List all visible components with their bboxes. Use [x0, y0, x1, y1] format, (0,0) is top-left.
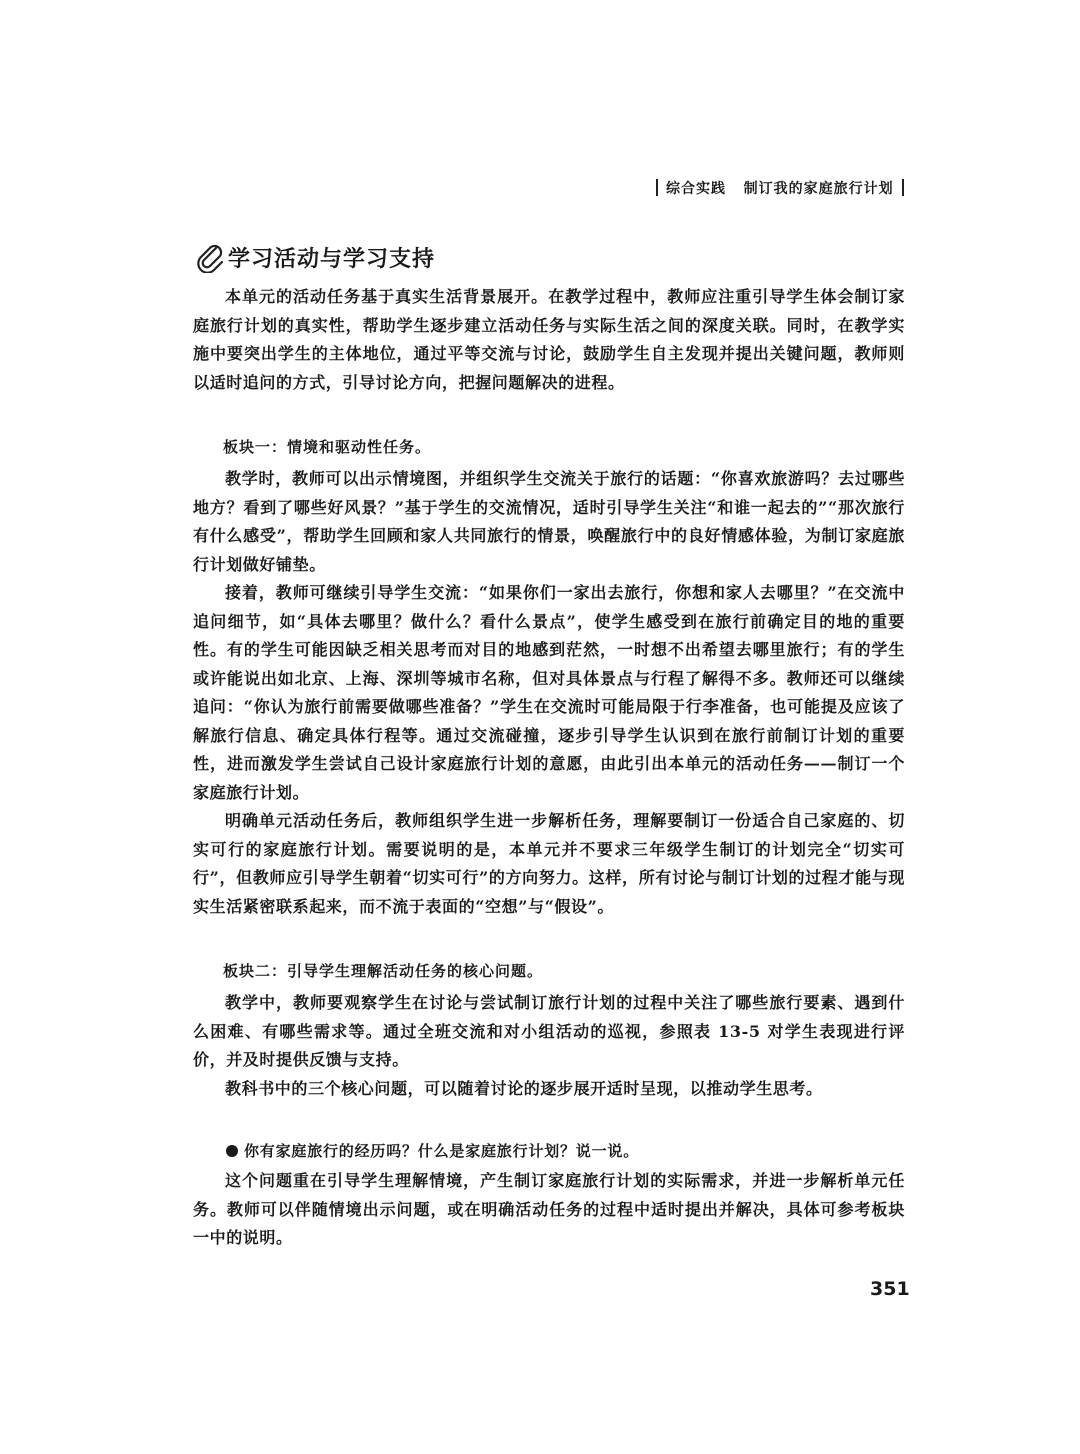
block1-heading: 板块一：情境和驱动性任务。	[223, 438, 432, 456]
section-heading: 学习活动与学习支持	[228, 247, 436, 272]
page-number: 351	[870, 1278, 910, 1300]
paperclip-icon	[196, 243, 226, 273]
running-title-b: 制订我的家庭旅行计划	[743, 181, 894, 197]
intro-paragraph: 本单元的活动任务基于真实生活背景展开。在教学过程中，教师应注重引导学生体会制订家庭旅行计划的真实性，帮助学生逐步建立活动任务与实际生活之间的深度关联。同时，在教学实施中要突出学生的主体地位，通过平等交流与讨论，鼓励学生自主发现并提出关键问题，教师则以适时追问的方式，引导讨论方向，把握问题解决的进程。	[193, 287, 905, 392]
block1-paragraph: 接着，教师可继续引导学生交流：“如果你们一家出去旅行，你想和家人去哪里？”在交流中追问细节，如“具体去哪里？做什么？看什么景点”，使学生感受到在旅行前确定目的地的重要性。有的学生可能因缺乏相关思考而对目的地感到茫然，一时想不出希望去哪里旅行；有的学生或许能说出如北京、上海、深圳等城市名称，但对具体景点与行程了解得不多。教师还可以继续追问：“你认为旅行前需要做哪些准备？”学生在交流时可能局限于行李准备，也可能提及应该了解旅行信息、确定具体行程等。通过交流碰撞，逐步引导学生认识到在旅行前制订计划的重要性，进而激发学生尝试自己设计家庭旅行计划的意愿，由此引出本单元的活动任务——制订一个家庭旅行计划。	[193, 583, 905, 802]
block2-heading: 板块二：引导学生理解活动任务的核心问题。	[223, 962, 544, 980]
question-1	[193, 1137, 905, 1165]
header-bar-right	[902, 179, 904, 196]
block2-paragraph: 教学中，教师要观察学生在讨论与尝试制订旅行计划的过程中关注了哪些旅行要素、遇到什么困难、有哪些需求等。通过全班交流和对小组活动的巡视，参照表 13-5 对学生表现进行评价，并及时提供反馈与支持。	[193, 993, 905, 1069]
question-1-answer: 这个问题重在引导学生理解情境，产生制订家庭旅行计划的实际需求，并进一步解析单元任务。教师可以伴随情境出示问题，或在明确活动任务的过程中适时提出并解决，具体可参考板块一中的说明。	[193, 1171, 905, 1247]
main-content	[193, 283, 905, 1253]
running-title-a: 综合实践	[666, 181, 726, 197]
block2-paragraph: 教科书中的三个核心问题，可以随着讨论的逐步展开适时呈现，以推动学生思考。	[225, 1078, 823, 1098]
section-title	[196, 242, 896, 273]
bullet-icon	[226, 1145, 238, 1157]
header-bar-left	[656, 179, 658, 196]
running-header	[648, 178, 948, 198]
block1-paragraph: 教学时，教师可以出示情境图，并组织学生交流关于旅行的话题：“你喜欢旅游吗？去过哪些地方？看到了哪些好风景？”基于学生的交流情况，适时引导学生关注“和谁一起去的”“那次旅行有什么感受”，帮助学生回顾和家人共同旅行的情景，唤醒旅行中的良好情感体验，为制订家庭旅行计划做好铺垫。	[193, 469, 905, 574]
block1-paragraph: 明确单元活动任务后，教师组织学生进一步解析任务，理解要制订一份适合自己家庭的、切实可行的家庭旅行计划。需要说明的是，本单元并不要求三年级学生制订的计划完全“切实可行”，但教师应引导学生朝着“切实可行”的方向努力。这样，所有讨论与制订计划的过程才能与现实生活紧密联系起来，而不流于表面的“空想”与“假设”。	[193, 811, 905, 916]
question-1-text: 你有家庭旅行的经历吗？什么是家庭旅行计划？说一说。	[244, 1142, 640, 1160]
